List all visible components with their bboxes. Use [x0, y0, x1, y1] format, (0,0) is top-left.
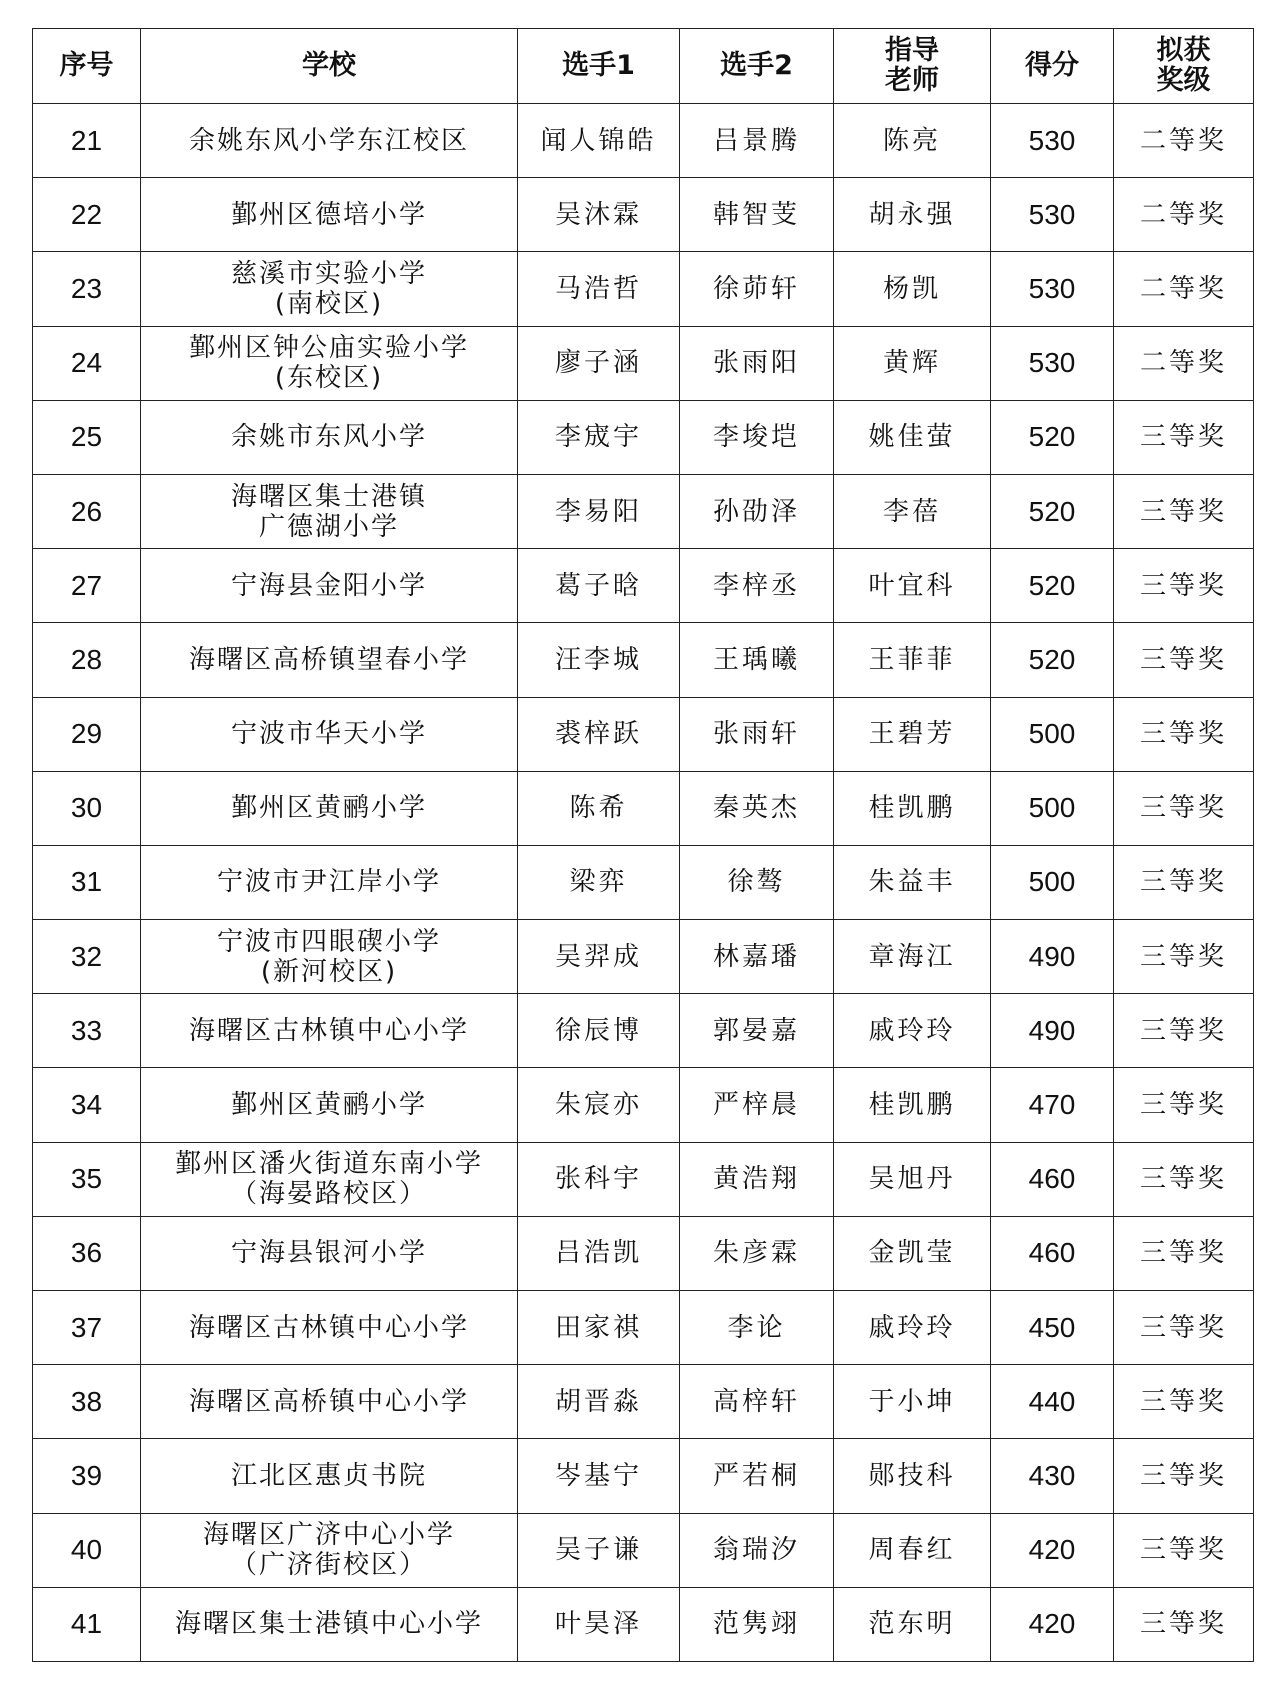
cell-player1: 葛子晗: [518, 549, 680, 623]
table-row: [33, 252, 1254, 326]
table-row: [33, 697, 1254, 771]
cell-teacher: 杨凯: [834, 252, 991, 326]
cell-player1: 李易阳: [518, 474, 680, 548]
cell-teacher: 郧技科: [834, 1439, 991, 1513]
cell-no: 36: [33, 1216, 141, 1290]
cell-score: 490: [991, 994, 1114, 1068]
cell-school: [141, 178, 518, 252]
school-line: 慈溪市实验小学: [230, 258, 427, 289]
table-row: [33, 845, 1254, 919]
cell-teacher: 叶宜科: [834, 549, 991, 623]
cell-award: 三等奖: [1114, 400, 1254, 474]
cell-no: 41: [33, 1587, 141, 1661]
cell-player1: 汪李城: [518, 623, 680, 697]
cell-award: 三等奖: [1114, 474, 1254, 548]
cell-award: 三等奖: [1114, 1513, 1254, 1587]
cell-score: 530: [991, 104, 1114, 178]
cell-no: 35: [33, 1142, 141, 1216]
cell-school: [141, 1291, 518, 1365]
cell-no: 39: [33, 1439, 141, 1513]
cell-player1: 田家祺: [518, 1291, 680, 1365]
cell-player2: 严若桐: [680, 1439, 834, 1513]
cell-school: [141, 1068, 518, 1142]
cell-no: 23: [33, 252, 141, 326]
header-award-line2: 奖级: [1156, 65, 1211, 96]
school-line: 宁波市尹江岸小学: [216, 867, 441, 898]
cell-school: [141, 326, 518, 400]
header-award: [1114, 29, 1254, 104]
cell-teacher: 王碧芳: [834, 697, 991, 771]
cell-player2: 韩智芰: [680, 178, 834, 252]
cell-player2: 黄浩翔: [680, 1142, 834, 1216]
cell-player1: 吕浩凯: [518, 1216, 680, 1290]
table-row: [33, 1365, 1254, 1439]
cell-score: 490: [991, 920, 1114, 994]
cell-player1: 马浩哲: [518, 252, 680, 326]
cell-teacher: 桂凯鹏: [834, 1068, 991, 1142]
cell-player1: 叶昊泽: [518, 1587, 680, 1661]
cell-no: 26: [33, 474, 141, 548]
cell-score: 500: [991, 845, 1114, 919]
cell-player2: 李梓丞: [680, 549, 834, 623]
header-score: 得分: [991, 29, 1114, 104]
cell-player1: 张科宇: [518, 1142, 680, 1216]
school-line: 江北区惠贞书院: [230, 1460, 427, 1491]
cell-award: 三等奖: [1114, 845, 1254, 919]
table-row: [33, 771, 1254, 845]
cell-teacher: 于小坤: [834, 1365, 991, 1439]
table-row: [33, 474, 1254, 548]
table-row: [33, 549, 1254, 623]
cell-score: 520: [991, 400, 1114, 474]
cell-player1: 廖子涵: [518, 326, 680, 400]
cell-award: 三等奖: [1114, 920, 1254, 994]
cell-award: 三等奖: [1114, 1142, 1254, 1216]
school-line: (东校区): [274, 363, 384, 394]
table-row: [33, 104, 1254, 178]
cell-score: 530: [991, 178, 1114, 252]
cell-no: 22: [33, 178, 141, 252]
cell-player1: 胡晋淼: [518, 1365, 680, 1439]
school-line: （海晏路校区）: [230, 1179, 427, 1210]
cell-teacher: 陈亮: [834, 104, 991, 178]
school-line: 海曙区古林镇中心小学: [188, 1312, 469, 1343]
cell-school: [141, 1216, 518, 1290]
cell-player2: 朱彦霖: [680, 1216, 834, 1290]
cell-player1: 吴子谦: [518, 1513, 680, 1587]
table-row: [33, 1291, 1254, 1365]
cell-teacher: 范东明: [834, 1587, 991, 1661]
cell-teacher: 章海江: [834, 920, 991, 994]
cell-score: 440: [991, 1365, 1114, 1439]
school-line: 海曙区广济中心小学: [202, 1520, 455, 1551]
table-row: [33, 400, 1254, 474]
cell-teacher: 周春红: [834, 1513, 991, 1587]
cell-award: 三等奖: [1114, 1216, 1254, 1290]
cell-school: [141, 1587, 518, 1661]
cell-award: 三等奖: [1114, 994, 1254, 1068]
cell-school: [141, 697, 518, 771]
cell-no: 38: [33, 1365, 141, 1439]
cell-no: 25: [33, 400, 141, 474]
cell-player1: 陈希: [518, 771, 680, 845]
cell-score: 520: [991, 549, 1114, 623]
cell-school: [141, 1365, 518, 1439]
cell-award: 三等奖: [1114, 771, 1254, 845]
cell-no: 33: [33, 994, 141, 1068]
school-line: 鄞州区钟公庙实验小学: [188, 333, 469, 364]
cell-award: 二等奖: [1114, 104, 1254, 178]
cell-no: 27: [33, 549, 141, 623]
cell-score: 470: [991, 1068, 1114, 1142]
school-line: 宁波市四眼碶小学: [216, 926, 441, 957]
table-row: [33, 326, 1254, 400]
cell-teacher: 戚玲玲: [834, 994, 991, 1068]
cell-player1: 李宬宇: [518, 400, 680, 474]
table-row: [33, 1439, 1254, 1513]
cell-player2: 张雨阳: [680, 326, 834, 400]
cell-award: 二等奖: [1114, 252, 1254, 326]
cell-player2: 李论: [680, 1291, 834, 1365]
cell-school: [141, 994, 518, 1068]
cell-no: 28: [33, 623, 141, 697]
cell-teacher: 戚玲玲: [834, 1291, 991, 1365]
school-line: 广德湖小学: [258, 511, 399, 542]
school-line: 海曙区高桥镇中心小学: [188, 1386, 469, 1417]
cell-score: 530: [991, 326, 1114, 400]
cell-score: 420: [991, 1513, 1114, 1587]
cell-score: 500: [991, 771, 1114, 845]
cell-player2: 李埈垲: [680, 400, 834, 474]
cell-score: 420: [991, 1587, 1114, 1661]
table-row: [33, 1513, 1254, 1587]
cell-award: 三等奖: [1114, 1068, 1254, 1142]
cell-no: 30: [33, 771, 141, 845]
cell-school: [141, 920, 518, 994]
cell-school: [141, 1439, 518, 1513]
cell-school: [141, 1142, 518, 1216]
cell-school: [141, 104, 518, 178]
cell-score: 430: [991, 1439, 1114, 1513]
cell-teacher: 姚佳萤: [834, 400, 991, 474]
cell-player2: 范隽翊: [680, 1587, 834, 1661]
school-line: 海曙区高桥镇望春小学: [188, 644, 469, 675]
header-award-line1: 拟获: [1156, 35, 1211, 66]
cell-player1: 徐辰博: [518, 994, 680, 1068]
cell-player1: 裘梓跃: [518, 697, 680, 771]
cell-player1: 吴羿成: [518, 920, 680, 994]
cell-no: 34: [33, 1068, 141, 1142]
header-teacher-line2: 老师: [885, 65, 939, 96]
school-line: 宁波市华天小学: [230, 719, 427, 750]
school-line: 鄞州区黄鹂小学: [230, 793, 427, 824]
cell-player1: 闻人锦皓: [518, 104, 680, 178]
school-line: 海曙区集士港镇中心小学: [174, 1609, 483, 1640]
school-line: (南校区): [274, 288, 384, 319]
cell-award: 三等奖: [1114, 1587, 1254, 1661]
school-line: 海曙区集士港镇: [230, 481, 427, 512]
cell-teacher: 李蓓: [834, 474, 991, 548]
header-player2: 选手2: [680, 29, 834, 104]
cell-no: 31: [33, 845, 141, 919]
table-row: [33, 623, 1254, 697]
cell-award: 三等奖: [1114, 623, 1254, 697]
table-row: [33, 1587, 1254, 1661]
cell-player2: 王瑀曦: [680, 623, 834, 697]
cell-teacher: 胡永强: [834, 178, 991, 252]
cell-player1: 吴沐霖: [518, 178, 680, 252]
cell-school: [141, 771, 518, 845]
header-no: 序号: [33, 29, 141, 104]
table-body: [33, 104, 1254, 1662]
cell-no: 29: [33, 697, 141, 771]
cell-school: [141, 623, 518, 697]
cell-award: 二等奖: [1114, 178, 1254, 252]
cell-player2: 吕景腾: [680, 104, 834, 178]
header-school: 学校: [141, 29, 518, 104]
cell-score: 520: [991, 623, 1114, 697]
cell-no: 40: [33, 1513, 141, 1587]
cell-award: 三等奖: [1114, 549, 1254, 623]
cell-score: 460: [991, 1216, 1114, 1290]
table-row: [33, 1142, 1254, 1216]
cell-award: 三等奖: [1114, 1365, 1254, 1439]
cell-award: 三等奖: [1114, 1439, 1254, 1513]
cell-player1: 朱宸亦: [518, 1068, 680, 1142]
cell-award: 三等奖: [1114, 1291, 1254, 1365]
cell-school: [141, 549, 518, 623]
cell-player2: 张雨轩: [680, 697, 834, 771]
header-row: [33, 29, 1254, 104]
cell-player2: 翁瑞汐: [680, 1513, 834, 1587]
school-line: 余姚市东风小学: [230, 422, 427, 453]
award-table: [32, 28, 1254, 1662]
cell-player2: 林嘉璠: [680, 920, 834, 994]
cell-player2: 严梓晨: [680, 1068, 834, 1142]
cell-teacher: 王菲菲: [834, 623, 991, 697]
cell-score: 460: [991, 1142, 1114, 1216]
cell-player2: 徐茆轩: [680, 252, 834, 326]
cell-no: 32: [33, 920, 141, 994]
cell-teacher: 桂凯鹏: [834, 771, 991, 845]
cell-teacher: 吴旭丹: [834, 1142, 991, 1216]
cell-score: 450: [991, 1291, 1114, 1365]
cell-award: 二等奖: [1114, 326, 1254, 400]
cell-school: [141, 252, 518, 326]
cell-score: 520: [991, 474, 1114, 548]
cell-player2: 孙劭泽: [680, 474, 834, 548]
school-line: 宁海县银河小学: [230, 1238, 427, 1269]
cell-teacher: 朱益丰: [834, 845, 991, 919]
school-line: 鄞州区黄鹂小学: [230, 1090, 427, 1121]
cell-player2: 徐骜: [680, 845, 834, 919]
cell-no: 24: [33, 326, 141, 400]
table-row: [33, 994, 1254, 1068]
school-line: 鄞州区潘火街道东南小学: [174, 1149, 483, 1180]
table-row: [33, 920, 1254, 994]
cell-player2: 秦英杰: [680, 771, 834, 845]
cell-no: 21: [33, 104, 141, 178]
school-line: 宁海县金阳小学: [230, 570, 427, 601]
cell-player1: 岑基宁: [518, 1439, 680, 1513]
cell-teacher: 黄辉: [834, 326, 991, 400]
cell-award: 三等奖: [1114, 697, 1254, 771]
cell-no: 37: [33, 1291, 141, 1365]
cell-school: [141, 400, 518, 474]
header-player1: 选手1: [518, 29, 680, 104]
cell-school: [141, 1513, 518, 1587]
table-row: [33, 1068, 1254, 1142]
table-row: [33, 1216, 1254, 1290]
school-line: 鄞州区德培小学: [230, 199, 427, 230]
cell-score: 500: [991, 697, 1114, 771]
cell-teacher: 金凯莹: [834, 1216, 991, 1290]
cell-school: [141, 474, 518, 548]
header-teacher-line1: 指导: [885, 35, 939, 66]
cell-player2: 高梓轩: [680, 1365, 834, 1439]
table-row: [33, 178, 1254, 252]
cell-player2: 郭晏嘉: [680, 994, 834, 1068]
school-line: 海曙区古林镇中心小学: [188, 1015, 469, 1046]
header-teacher: [834, 29, 991, 104]
school-line: （广济街校区）: [230, 1550, 427, 1581]
cell-player1: 梁弈: [518, 845, 680, 919]
school-line: (新河校区): [260, 956, 398, 987]
school-line: 余姚东风小学东江校区: [188, 125, 469, 156]
cell-school: [141, 845, 518, 919]
cell-score: 530: [991, 252, 1114, 326]
